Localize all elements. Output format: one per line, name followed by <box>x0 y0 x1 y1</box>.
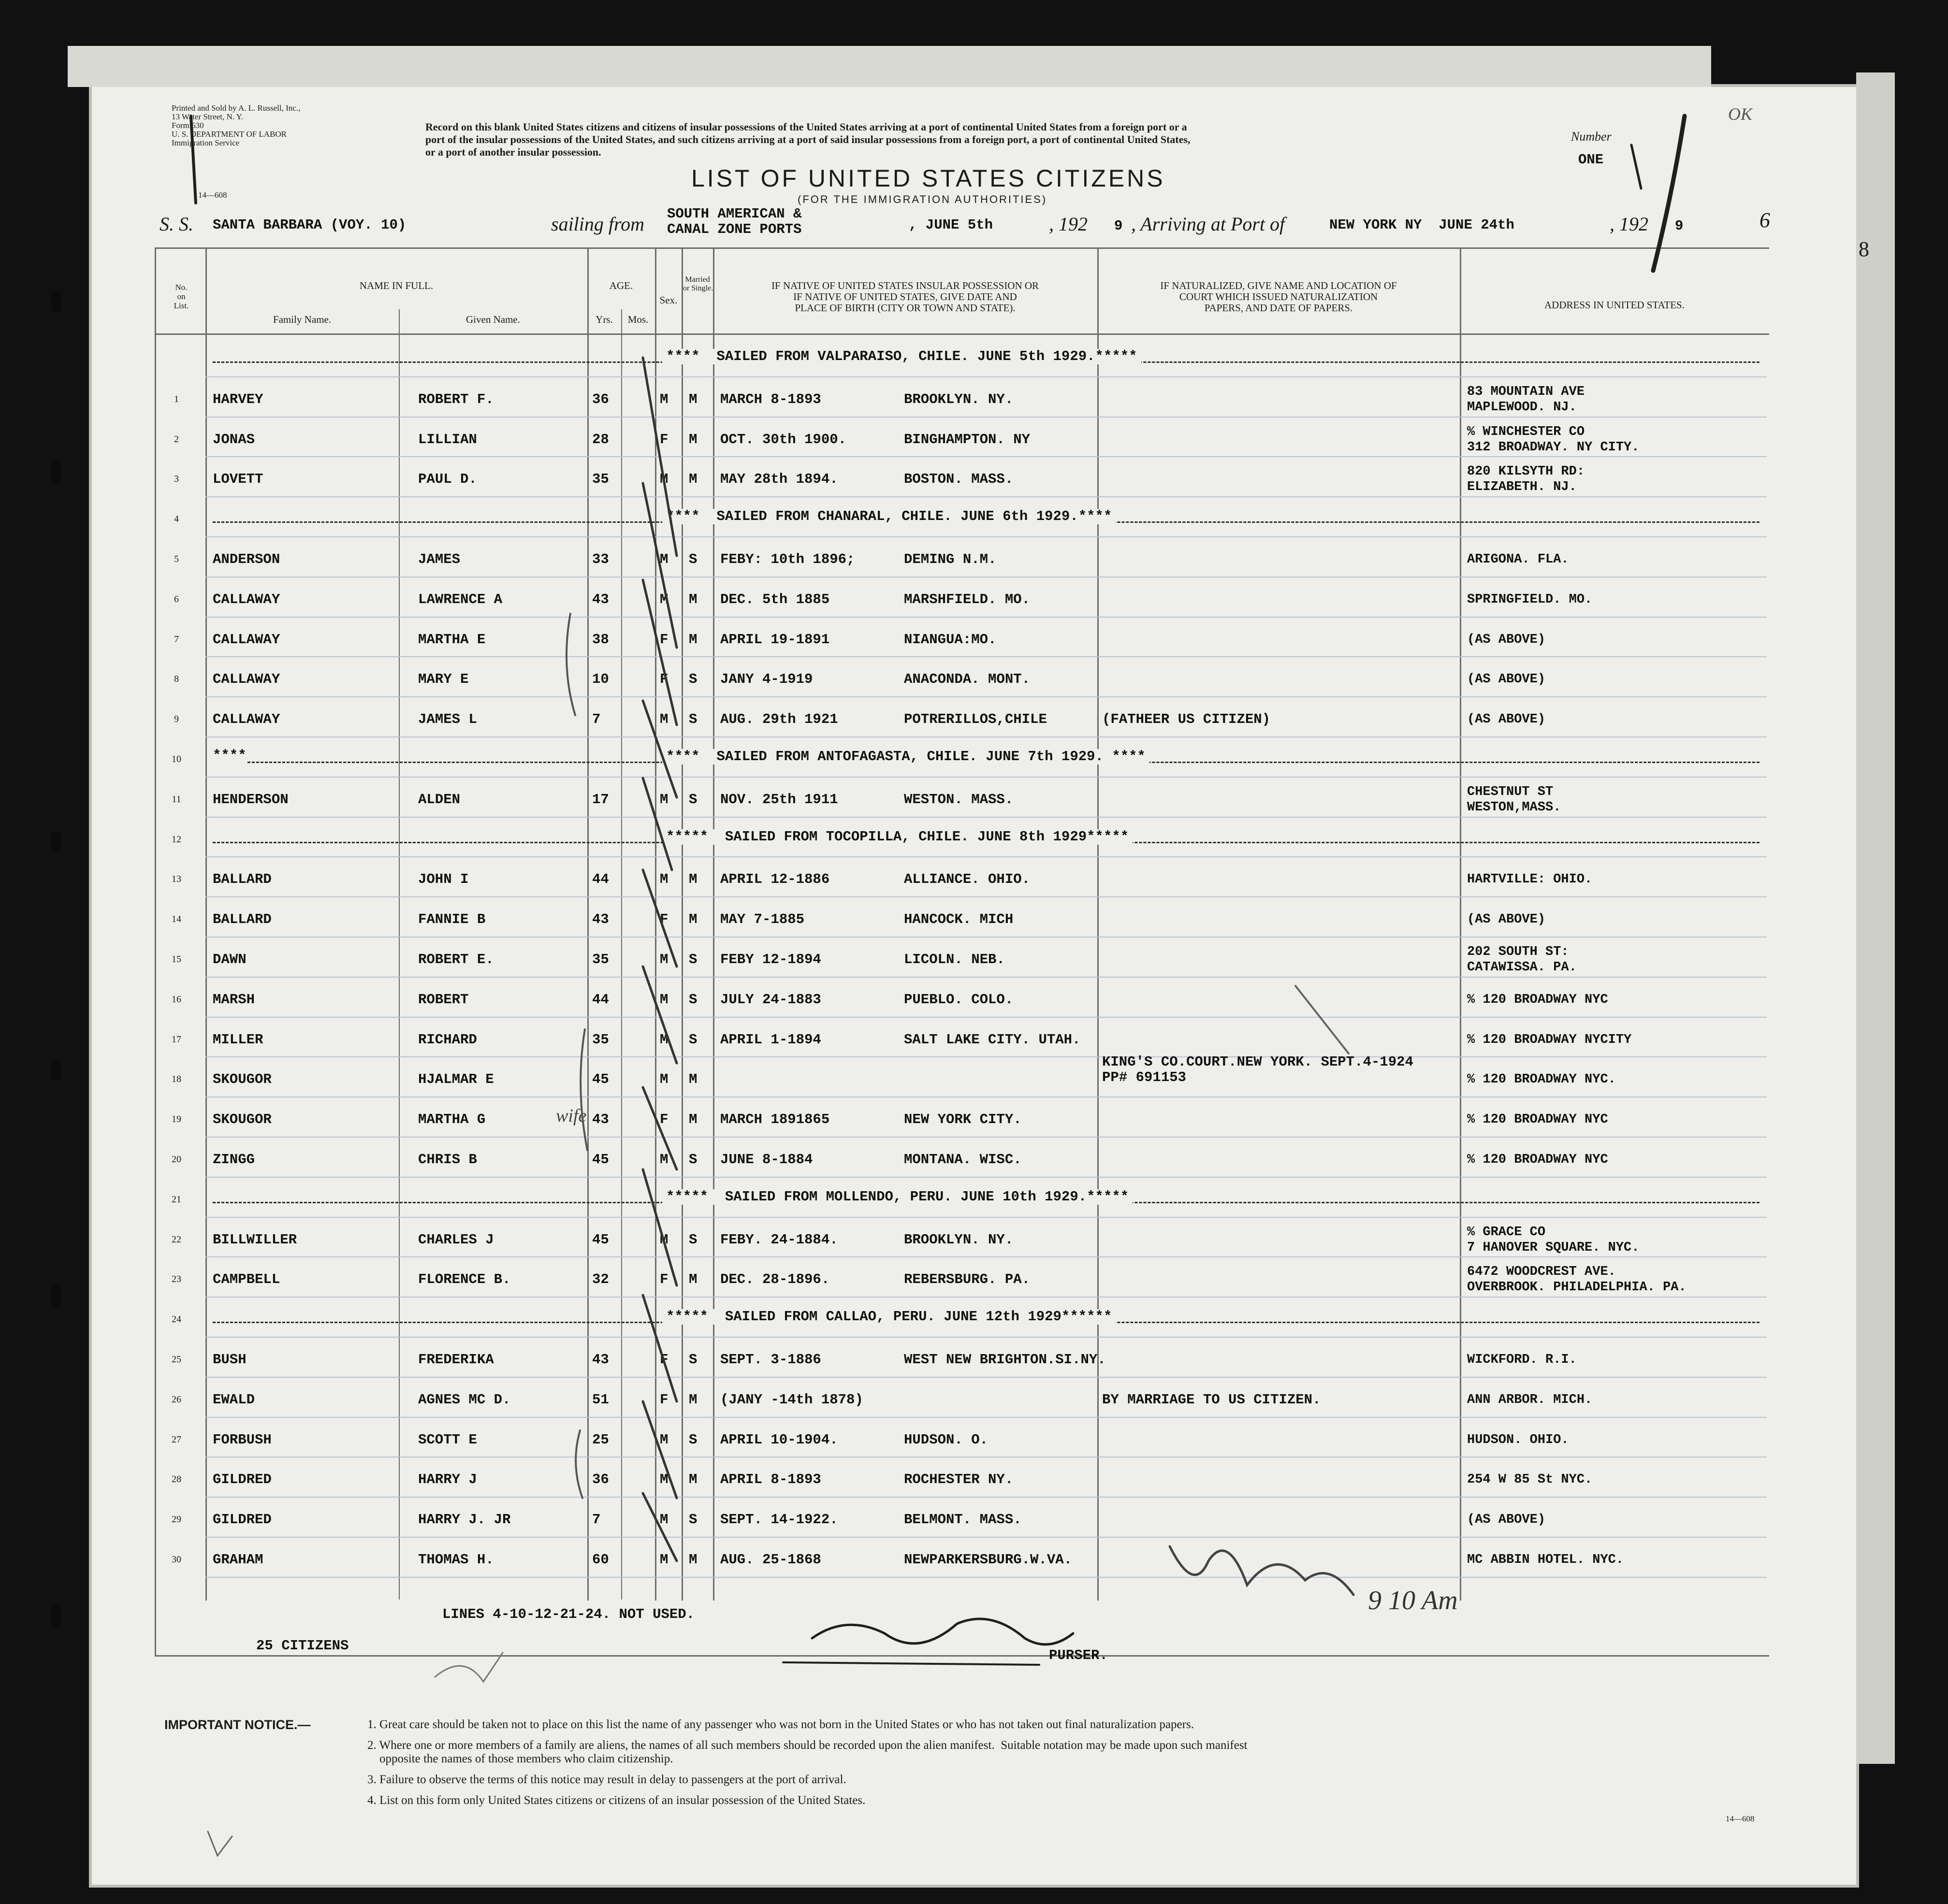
notice-item: 2. Where one or more members of a family are aliens, the names of all such members should be recorded upon the alien manifest. Suitable notation may be made upon such manifest opposite the names of those members who claim citizenship. <box>367 1739 1248 1765</box>
given-name: RICHARD <box>418 1031 477 1048</box>
marital-status: S <box>689 1152 698 1168</box>
section-heading: ***** SAILED FROM CALLAO, PERU. JUNE 12th 1929****** <box>662 1309 1116 1325</box>
marital-status: M <box>689 431 698 447</box>
given-name: MARTHA G <box>418 1111 486 1128</box>
given-name: THOMAS H. <box>418 1552 494 1568</box>
birth-date: APRIL 10-1904. <box>720 1431 838 1448</box>
sex: F <box>660 911 669 928</box>
age-years: 35 <box>592 1031 609 1048</box>
naturalization-info: BY MARRIAGE TO US CITIZEN. <box>1102 1391 1321 1408</box>
row-number: 10 <box>172 754 181 764</box>
row-number: 12 <box>172 834 181 845</box>
us-address: SPRINGFIELD. MO. <box>1467 592 1593 607</box>
side-mark: 8 <box>1859 237 1869 261</box>
family-name: HARVEY <box>213 391 263 407</box>
us-address: HARTVILLE: OHIO. <box>1467 872 1593 887</box>
row-number: 22 <box>172 1234 181 1245</box>
row-number: 24 <box>172 1314 181 1325</box>
row-number: 27 <box>172 1434 181 1445</box>
birth-date: JUNE 8-1884 <box>720 1152 813 1168</box>
sex: M <box>660 1431 669 1448</box>
row-number: 25 <box>172 1354 181 1365</box>
marital-status: S <box>689 671 698 688</box>
sex: M <box>660 1071 669 1088</box>
given-name: CHARLES J <box>418 1231 494 1248</box>
row-number: 1 <box>174 393 179 404</box>
us-address: WICKFORD. R.I. <box>1467 1353 1577 1367</box>
given-name: JAMES <box>418 551 461 567</box>
family-name: ANDERSON <box>213 551 280 567</box>
row-number: 26 <box>172 1394 181 1405</box>
us-address: % 120 BROADWAY NYC <box>1467 1153 1608 1167</box>
us-address: % WINCHESTER CO 312 BROADWAY. NY CITY. <box>1467 424 1640 455</box>
col-header-sex: Sex. <box>659 294 678 306</box>
birth-date: MARCH 8-1893 <box>720 391 821 407</box>
birth-date: MAY 7-1885 <box>720 911 805 928</box>
col-header-address: ADDRESS IN UNITED STATES. <box>1544 299 1685 311</box>
marital-status: M <box>689 391 698 407</box>
year-label-1: , 192 <box>1049 213 1088 235</box>
birth-date: JULY 24-1883 <box>720 991 821 1008</box>
row-number: 28 <box>172 1474 181 1485</box>
ss-label: S. S. <box>160 213 193 235</box>
birth-date: MARCH 1891865 <box>720 1111 830 1128</box>
birth-place: ROCHESTER NY. <box>904 1471 1014 1488</box>
marital-status: M <box>689 471 698 488</box>
marital-status: S <box>689 551 698 567</box>
birth-date: (JANY -14th 1878) <box>720 1391 863 1408</box>
notice-item: 4. List on this form only United States citizens or citizens of an insular possession of the United States. <box>367 1794 866 1807</box>
printer-info: Printed and Sold by A. L. Russell, Inc., 13 Water Street, N. Y. Form 630 U. S. DEPARTMENT OF LABOR Immigration Service <box>172 103 301 147</box>
us-address: HUDSON. OHIO. <box>1467 1432 1569 1447</box>
sex: M <box>660 871 669 888</box>
birth-date: OCT. 30th 1900. <box>720 431 847 447</box>
family-name: DAWN <box>213 952 247 967</box>
arriving-label: , Arriving at Port of <box>1131 213 1285 235</box>
birth-date: AUG. 29th 1921 <box>720 711 838 728</box>
marital-status: S <box>689 991 698 1008</box>
birth-place: HANCOCK. MICH <box>904 911 1014 928</box>
marital-status: M <box>689 1391 698 1408</box>
family-name: ZINGG <box>213 1152 255 1168</box>
family-name: CALLAWAY <box>213 631 280 648</box>
us-address: ANN ARBOR. MICH. <box>1467 1392 1593 1407</box>
family-name: SKOUGOR <box>213 1071 272 1088</box>
purser-label: PURSER. <box>1049 1647 1108 1663</box>
row-number: 15 <box>172 954 181 965</box>
birth-date: MAY 28th 1894. <box>720 471 838 488</box>
marital-status: M <box>689 871 698 888</box>
marital-status: S <box>689 711 698 728</box>
col-header-age: AGE. <box>609 280 633 291</box>
family-name: LOVETT <box>213 471 263 488</box>
us-address: CHESTNUT ST WESTON,MASS. <box>1467 784 1561 815</box>
given-name: LILLIAN <box>418 431 477 447</box>
sex: M <box>660 1231 669 1248</box>
age-years: 32 <box>592 1271 609 1288</box>
birth-place: ANACONDA. MONT. <box>904 671 1031 688</box>
page-mark: 6 <box>1759 208 1770 232</box>
us-address: % GRACE CO 7 HANOVER SQUARE. NYC. <box>1467 1225 1640 1255</box>
col-header-mos: Mos. <box>627 314 649 325</box>
family-name: CALLAWAY <box>213 591 280 607</box>
age-years: 25 <box>592 1431 609 1448</box>
birth-date: JANY 4-1919 <box>720 671 813 688</box>
pen-stroke <box>191 116 196 203</box>
large-check-stroke <box>1653 116 1685 271</box>
given-name: FANNIE B <box>418 911 486 928</box>
unused-lines-note: LINES 4-10-12-21-24. NOT USED. <box>442 1606 695 1622</box>
handwritten-note: wife <box>556 1106 587 1126</box>
sex: M <box>660 1552 669 1568</box>
given-name: AGNES MC D. <box>418 1391 511 1408</box>
birth-place: PUEBLO. COLO. <box>904 991 1014 1008</box>
marital-status: S <box>689 1031 698 1048</box>
sex: M <box>660 952 669 967</box>
sex: M <box>660 1471 669 1488</box>
marital-status: M <box>689 1471 698 1488</box>
birth-place: POTRERILLOS,CHILE <box>904 711 1047 728</box>
row-number: 4 <box>174 514 179 525</box>
birth-place: WEST NEW BRIGHTON.SI.NY. <box>904 1352 1106 1368</box>
sailing-from-label: sailing from <box>551 213 644 235</box>
sex: F <box>660 671 669 688</box>
pen-stroke <box>1295 986 1349 1053</box>
birth-place: MARSHFIELD. MO. <box>904 591 1031 607</box>
sex: M <box>660 711 669 728</box>
year-digit-2: 9 <box>1675 218 1684 234</box>
row-number: 20 <box>172 1154 181 1165</box>
birth-place: BELMONT. MASS. <box>904 1512 1022 1528</box>
sex: M <box>660 1512 669 1528</box>
birth-place: LICOLN. NEB. <box>904 952 1005 967</box>
birth-place: NEWPARKERSBURG.W.VA. <box>904 1552 1073 1568</box>
us-address: 6472 WOODCREST AVE. OVERBROOK. PHILADELPHIA. PA. <box>1467 1265 1686 1295</box>
section-heading: **** SAILED FROM VALPARAISO, CHILE. JUNE 5th 1929.***** <box>662 349 1141 364</box>
given-name: MARY E <box>418 671 469 688</box>
family-name: BUSH <box>213 1352 247 1368</box>
family-name: CAMPBELL <box>213 1271 280 1288</box>
given-name: HARRY J. JR <box>418 1512 511 1528</box>
row-number: 7 <box>174 634 179 645</box>
row-number: 14 <box>172 914 181 925</box>
sex: M <box>660 791 669 808</box>
marital-status: M <box>689 1552 698 1568</box>
age-years: 43 <box>592 591 609 607</box>
section-heading: ***** SAILED FROM TOCOPILLA, CHILE. JUNE 8th 1929***** <box>662 829 1133 845</box>
sex: F <box>660 1391 669 1408</box>
marital-status: S <box>689 1431 698 1448</box>
row-number: 2 <box>174 433 179 445</box>
marital-status: M <box>689 1071 698 1088</box>
family-name: BALLARD <box>213 871 272 888</box>
family-name: EWALD <box>213 1391 255 1408</box>
marital-status: M <box>689 911 698 928</box>
marital-status: S <box>689 791 698 808</box>
age-years: 45 <box>592 1152 609 1168</box>
important-notice-label: IMPORTANT NOTICE.— <box>164 1717 311 1732</box>
given-name: ROBERT F. <box>418 391 494 407</box>
marital-status: S <box>689 952 698 967</box>
family-name: GILDRED <box>213 1471 272 1488</box>
birth-date: APRIL 1-1894 <box>720 1031 821 1048</box>
notice-item: 1. Great care should be taken not to place on this list the name of any passenger who was not born in the United States or who has not taken out final naturalization papers. <box>367 1718 1194 1731</box>
birth-place: REBERSBURG. PA. <box>904 1271 1031 1288</box>
birth-place: BROOKLYN. NY. <box>904 391 1014 407</box>
marital-status: M <box>689 591 698 607</box>
year-label-2: , 192 <box>1610 213 1648 235</box>
pencil-note <box>435 1653 503 1682</box>
time-note: 9 10 Am <box>1368 1586 1458 1616</box>
family-name: JONAS <box>213 431 255 447</box>
signature-underline <box>783 1662 1039 1665</box>
age-years: 44 <box>592 871 609 888</box>
given-name: ROBERT <box>418 991 469 1008</box>
sex: F <box>660 1352 669 1368</box>
age-years: 51 <box>592 1391 609 1408</box>
pencil-note <box>208 1832 232 1856</box>
family-name: CALLAWAY <box>213 671 280 688</box>
us-address: % 120 BROADWAY NYC <box>1467 992 1608 1007</box>
instructions: Record on this blank United States citizens and citizens of insular possessions of the United States arriving at a port of continental United States from a foreign port or a port of the insular possessions of the United States, and such citizens arriving at a port of said insular possessions from a foreign port, a port of continental United States, or a port of another insular possession. <box>425 121 1191 158</box>
row-number: 30 <box>172 1554 181 1565</box>
row-number: 29 <box>172 1514 181 1525</box>
age-years: 35 <box>592 471 609 488</box>
sex: M <box>660 991 669 1008</box>
age-years: 43 <box>592 911 609 928</box>
sex: M <box>660 1031 669 1048</box>
sex: F <box>660 1111 669 1128</box>
family-name: CALLAWAY <box>213 711 280 728</box>
birth-date: FEBY 12-1894 <box>720 952 821 967</box>
row-number: 21 <box>172 1194 181 1205</box>
row-number: 23 <box>172 1274 181 1285</box>
col-header-given-name: Given Name. <box>466 314 520 325</box>
family-name: MARSH <box>213 991 255 1008</box>
citizen-count: 25 CITIZENS <box>256 1638 349 1654</box>
age-years: 60 <box>592 1552 609 1568</box>
sex: M <box>660 1152 669 1168</box>
family-name: BILLWILLER <box>213 1231 297 1248</box>
us-address: 202 SOUTH ST: CATAWISSA. PA. <box>1467 945 1577 975</box>
col-header-name-in-full: NAME IN FULL. <box>359 280 434 291</box>
inspector-signature <box>1170 1546 1353 1595</box>
birth-place: NIANGUA:MO. <box>904 631 997 648</box>
row-number: 11 <box>172 793 181 805</box>
col-header-yrs: Yrs. <box>596 314 613 325</box>
us-address: (AS ABOVE) <box>1467 632 1546 647</box>
us-address: 83 MOUNTAIN AVE MAPLEWOOD. NJ. <box>1467 384 1585 415</box>
us-address: MC ABBIN HOTEL. NYC. <box>1467 1553 1624 1567</box>
age-years: 17 <box>592 791 609 808</box>
form-code: 14—608 <box>198 190 227 200</box>
row-number: 13 <box>172 874 181 885</box>
age-years: 45 <box>592 1071 609 1088</box>
row-number: 18 <box>172 1074 181 1085</box>
ship-name: SANTA BARBARA (VOY. 10) <box>213 217 407 233</box>
given-name: HJALMAR E <box>418 1071 494 1088</box>
birth-date: AUG. 25-1868 <box>720 1552 821 1568</box>
departure-date: , JUNE 5th <box>909 217 993 233</box>
birth-place: DEMING N.M. <box>904 551 997 567</box>
row-number: 9 <box>174 714 179 725</box>
birth-place: SALT LAKE CITY. UTAH. <box>904 1031 1081 1048</box>
marital-status: M <box>689 631 698 648</box>
birth-date: SEPT. 14-1922. <box>720 1512 838 1528</box>
age-years: 36 <box>592 1471 609 1488</box>
us-address: 820 KILSYTH RD: ELIZABETH. NJ. <box>1467 464 1585 495</box>
section-heading: **** SAILED FROM CHANARAL, CHILE. JUNE 6th 1929.**** <box>662 509 1116 524</box>
us-address: % 120 BROADWAY NYC <box>1467 1112 1608 1127</box>
check-marks <box>643 358 677 1561</box>
sex: M <box>660 591 669 607</box>
birth-date: APRIL 8-1893 <box>720 1471 821 1488</box>
age-years: 35 <box>592 952 609 967</box>
footer-form-code: 14—608 <box>1726 1814 1755 1823</box>
notice-item: 3. Failure to observe the terms of this notice may result in delay to passengers at the port of arrival. <box>367 1773 846 1786</box>
family-name: GILDRED <box>213 1512 272 1528</box>
bracket-mark <box>576 1430 582 1498</box>
age-years: 43 <box>592 1111 609 1128</box>
marital-status: M <box>689 1111 698 1128</box>
given-name: SCOTT E <box>418 1431 477 1448</box>
birth-place: BINGHAMPTON. NY <box>904 431 1031 447</box>
given-name: FREDERIKA <box>418 1352 494 1368</box>
family-name: GRAHAM <box>213 1552 263 1568</box>
number-value: ONE <box>1578 152 1604 168</box>
sex: M <box>660 391 669 407</box>
arrival-port: NEW YORK NY JUNE 24th <box>1329 217 1514 233</box>
col-header-birth: IF NATIVE OF UNITED STATES INSULAR POSSESSION OR IF NATIVE OF UNITED STATES, GIVE DATE AND PLACE OF BIRTH (CITY OR TOWN AND STATE). <box>771 280 1039 314</box>
given-name: JAMES L <box>418 711 477 728</box>
given-name: FLORENCE B. <box>418 1271 511 1288</box>
birth-date: DEC. 5th 1885 <box>720 591 830 607</box>
given-name: PAUL D. <box>418 471 477 488</box>
age-years: 7 <box>592 1512 601 1528</box>
birth-date: FEBY. 24-1884. <box>720 1231 838 1248</box>
purser-signature <box>812 1619 1073 1644</box>
given-name: JOHN I <box>418 871 469 888</box>
us-address: (AS ABOVE) <box>1467 912 1546 927</box>
section-stars: **** <box>213 748 247 764</box>
birth-date: SEPT. 3-1886 <box>720 1352 821 1368</box>
family-name: FORBUSH <box>213 1431 272 1448</box>
marital-status: S <box>689 1352 698 1368</box>
year-digit-1: 9 <box>1114 218 1123 234</box>
row-number: 19 <box>172 1114 181 1125</box>
us-address: % 120 BROADWAY NYCITY <box>1467 1032 1632 1047</box>
given-name: HARRY J <box>418 1471 477 1488</box>
birth-place: MONTANA. WISC. <box>904 1152 1022 1168</box>
birth-place: BROOKLYN. NY. <box>904 1231 1014 1248</box>
age-years: 43 <box>592 1352 609 1368</box>
age-years: 10 <box>592 671 609 688</box>
number-label: Number <box>1571 130 1612 144</box>
section-heading: **** SAILED FROM ANTOFAGASTA, CHILE. JUNE 7th 1929. **** <box>662 749 1149 764</box>
given-name: ALDEN <box>418 791 461 808</box>
age-years: 36 <box>592 391 609 407</box>
given-name: CHRIS B <box>418 1152 477 1168</box>
birth-place: WESTON. MASS. <box>904 791 1014 808</box>
birth-place: NEW YORK CITY. <box>904 1111 1022 1128</box>
naturalization-info: (FATHEER US CITIZEN) <box>1102 711 1271 728</box>
us-address: (AS ABOVE) <box>1467 712 1546 727</box>
sex: M <box>660 551 669 567</box>
us-address: (AS ABOVE) <box>1467 672 1546 687</box>
sex: F <box>660 431 669 447</box>
col-header-family-name: Family Name. <box>273 314 332 325</box>
section-heading: ***** SAILED FROM MOLLENDO, PERU. JUNE 10th 1929.***** <box>662 1189 1133 1205</box>
naturalization-info: KING'S CO.COURT.NEW YORK. SEPT.4-1924 PP# 691153 <box>1102 1054 1413 1086</box>
birth-date: NOV. 25th 1911 <box>720 791 838 808</box>
sex: F <box>660 1271 669 1288</box>
age-years: 33 <box>592 551 609 567</box>
age-years: 44 <box>592 991 609 1008</box>
us-address: % 120 BROADWAY NYC. <box>1467 1072 1616 1087</box>
family-name: HENDERSON <box>213 791 289 808</box>
given-name: ROBERT E. <box>418 952 494 967</box>
sex: M <box>660 471 669 488</box>
given-name: LAWRENCE A <box>418 591 503 607</box>
birth-date: APRIL 19-1891 <box>720 631 830 648</box>
bracket-mark <box>567 614 575 715</box>
us-address: 254 W 85 St NYC. <box>1467 1472 1593 1487</box>
col-header-no: No. on List. <box>174 283 189 310</box>
birth-place: HUDSON. O. <box>904 1431 989 1448</box>
ok-mark: OK <box>1728 104 1753 124</box>
bracket-mark <box>581 1029 587 1150</box>
page-title: LIST OF UNITED STATES CITIZENS <box>691 165 1165 192</box>
given-name: MARTHA E <box>418 631 486 648</box>
row-number: 5 <box>174 554 179 564</box>
birth-date: DEC. 28-1896. <box>720 1271 830 1288</box>
birth-date: APRIL 12-1886 <box>720 871 830 888</box>
age-years: 28 <box>592 431 609 447</box>
pen-stroke <box>1631 145 1641 188</box>
family-name: MILLER <box>213 1031 263 1048</box>
birth-place: BOSTON. MASS. <box>904 471 1014 488</box>
row-number: 16 <box>172 994 181 1005</box>
row-number: 17 <box>172 1034 181 1045</box>
age-years: 45 <box>592 1231 609 1248</box>
sailing-from-value: SOUTH AMERICAN & CANAL ZONE PORTS <box>667 206 802 237</box>
row-number: 3 <box>174 474 179 485</box>
family-name: BALLARD <box>213 911 272 928</box>
family-name: SKOUGOR <box>213 1111 272 1128</box>
age-years: 38 <box>592 631 609 648</box>
marital-status: S <box>689 1231 698 1248</box>
us-address: ARIGONA. FLA. <box>1467 552 1569 567</box>
birth-place: ALLIANCE. OHIO. <box>904 871 1031 888</box>
marital-status: M <box>689 1271 698 1288</box>
marital-status: S <box>689 1512 698 1528</box>
col-header-naturalized: IF NATURALIZED, GIVE NAME AND LOCATION OF COURT WHICH ISSUED NATURALIZATION PAPERS, AND DATE OF PAPERS. <box>1160 280 1397 314</box>
birth-date: FEBY: 10th 1896; <box>720 551 855 567</box>
age-years: 7 <box>592 711 601 728</box>
row-number: 8 <box>174 674 179 685</box>
sex: F <box>660 631 669 648</box>
us-address: (AS ABOVE) <box>1467 1513 1546 1528</box>
page-subtitle: (FOR THE IMMIGRATION AUTHORITIES) <box>798 193 1047 205</box>
col-header-married: Married or Single. <box>683 275 713 292</box>
row-number: 6 <box>174 593 179 605</box>
